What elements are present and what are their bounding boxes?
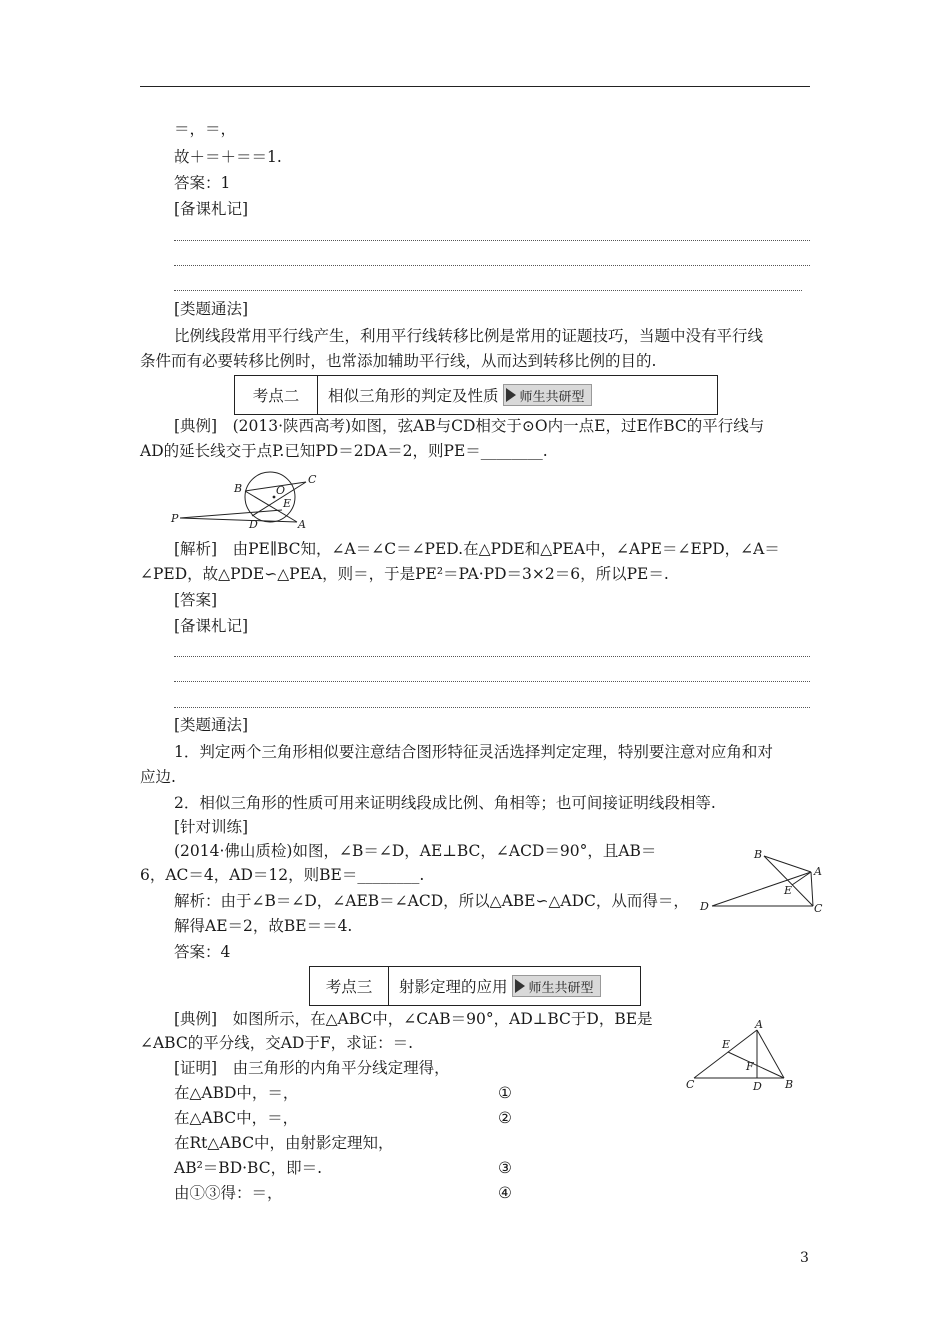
answer-heading: [答案] <box>174 591 218 609</box>
page-number: 3 <box>800 1250 809 1266</box>
example-line: [典例] (2013·陕西高考)如图，弦AB与CD相交于⊙O内一点E，过E作BC的平行线与 <box>174 417 765 435</box>
circle-figure <box>170 470 330 530</box>
label-d: D <box>249 518 258 530</box>
note-line <box>174 656 810 657</box>
proof-line: [证明] 由三角形的内角平分线定理得， <box>174 1059 450 1077</box>
segment-ab <box>757 1030 784 1078</box>
eq-number: ④ <box>498 1184 512 1202</box>
eq-number: ③ <box>498 1159 512 1177</box>
label-o: O <box>276 484 286 497</box>
segment-pe <box>180 510 282 518</box>
note-line <box>174 265 810 266</box>
type-tag: 师生共研型 <box>512 975 601 997</box>
solution-line: [解析] 由PE∥BC知，∠A＝∠C＝∠PED.在△PDE和△PEA中，∠APE＝∠EPD，∠A＝ <box>174 540 780 558</box>
segment-bc <box>764 856 813 906</box>
training-line: 解析：由于∠B＝∠D，∠AEB＝∠ACD，所以△ABE∽△ADC，从而得＝， <box>174 892 689 910</box>
label-f: F <box>746 1060 754 1073</box>
proof-line: 在△ABC中，＝， <box>174 1109 299 1127</box>
text-line: 故＋＝＋＝＝1. <box>174 148 282 166</box>
triangle-figure-2 <box>698 842 828 922</box>
training-line: (2014·佛山质检)如图，∠B＝∠D，AE⊥BC，∠ACD＝90°，且AB＝ <box>174 842 657 860</box>
answer-line: 答案：4 <box>174 943 231 961</box>
solution-line: ∠PED，故△PDE∽△PEA，则＝，于是PE²＝PA·PD＝3×2＝6，所以PE＝. <box>140 565 669 583</box>
label-d: D <box>753 1080 762 1093</box>
label-b: B <box>785 1078 794 1091</box>
play-icon <box>515 979 525 993</box>
label-c: C <box>686 1078 695 1091</box>
note-line <box>174 290 802 291</box>
label-d: D <box>700 900 709 913</box>
answer-line: 答案：1 <box>174 174 231 192</box>
triangle-figure-3 <box>684 1018 804 1096</box>
type-tag: 师生共研型 <box>503 384 592 406</box>
note-heading: [备课札记] <box>174 200 249 218</box>
label-e: E <box>722 1038 731 1051</box>
header-rule <box>140 86 810 87</box>
training-heading: [针对训练] <box>174 818 249 836</box>
label-c: C <box>814 902 823 915</box>
segment-ae <box>792 872 811 885</box>
label-b: B <box>754 848 763 861</box>
proof-line: AB²＝BD·BC，即＝. <box>174 1159 323 1177</box>
paragraph-line: 条件而有必要转移比例时，也常添加辅助平行线，从而达到转移比例的目的. <box>140 352 657 370</box>
paragraph-line: 比例线段常用平行线产生，利用平行线转移比例是常用的证题技巧，当题中没有平行线 <box>174 327 764 345</box>
section-label: 考点二 <box>235 376 318 414</box>
proof-line: 由①③得：＝， <box>174 1184 283 1202</box>
eq-number: ② <box>498 1109 512 1127</box>
label-b: B <box>234 482 243 495</box>
section-box-2 <box>234 375 718 415</box>
note-line <box>174 240 810 241</box>
bisector-be <box>728 1052 784 1078</box>
proof-line: 在Rt△ABC中，由射影定理知， <box>174 1134 394 1152</box>
section-box-3 <box>309 966 641 1006</box>
label-a: A <box>755 1018 763 1031</box>
training-line: 6，AC＝4，AD＝12，则BE＝________. <box>140 866 425 884</box>
label-a: A <box>814 865 822 878</box>
text-line: ＝，＝， <box>174 120 237 138</box>
example-line: [典例] 如图所示，在△ABC中，∠CAB＝90°，AD⊥BC于D，BE是 <box>174 1010 653 1028</box>
example-line: ∠ABC的平分线，交AD于F，求证：＝. <box>140 1034 414 1052</box>
method-heading: [类题通法] <box>174 716 249 734</box>
note-heading: [备课札记] <box>174 617 249 635</box>
label-c: C <box>308 473 317 486</box>
eq-number: ① <box>498 1084 512 1102</box>
segment-ac <box>811 872 813 906</box>
label-e: E <box>283 497 292 510</box>
label-p: P <box>171 512 179 525</box>
paragraph-line: 2．相似三角形的性质可用来证明线段成比例、角相等；也可间接证明线段相等. <box>174 794 716 812</box>
proof-line: 在△ABD中，＝， <box>174 1084 299 1102</box>
paragraph-line: 1．判定两个三角形相似要注意结合图形特征灵活选择判定定理，特别要注意对应角和对 <box>174 743 773 761</box>
section-title: 射影定理的应用 <box>399 978 508 996</box>
label-e: E <box>784 884 793 897</box>
note-line <box>174 707 810 708</box>
label-a: A <box>298 518 306 530</box>
segment-ba <box>764 856 811 872</box>
training-line: 解得AE＝2，故BE＝＝4. <box>174 917 353 935</box>
paragraph-line: 应边. <box>140 768 176 786</box>
example-line: AD的延长线交于点P.已知PD＝2DA＝2，则PE＝________. <box>140 442 548 460</box>
method-heading: [类题通法] <box>174 300 249 318</box>
note-line <box>174 681 810 682</box>
section-title: 相似三角形的判定及性质 <box>328 387 499 405</box>
play-icon <box>506 388 516 402</box>
section-label: 考点三 <box>310 967 389 1005</box>
center-point <box>273 496 276 499</box>
